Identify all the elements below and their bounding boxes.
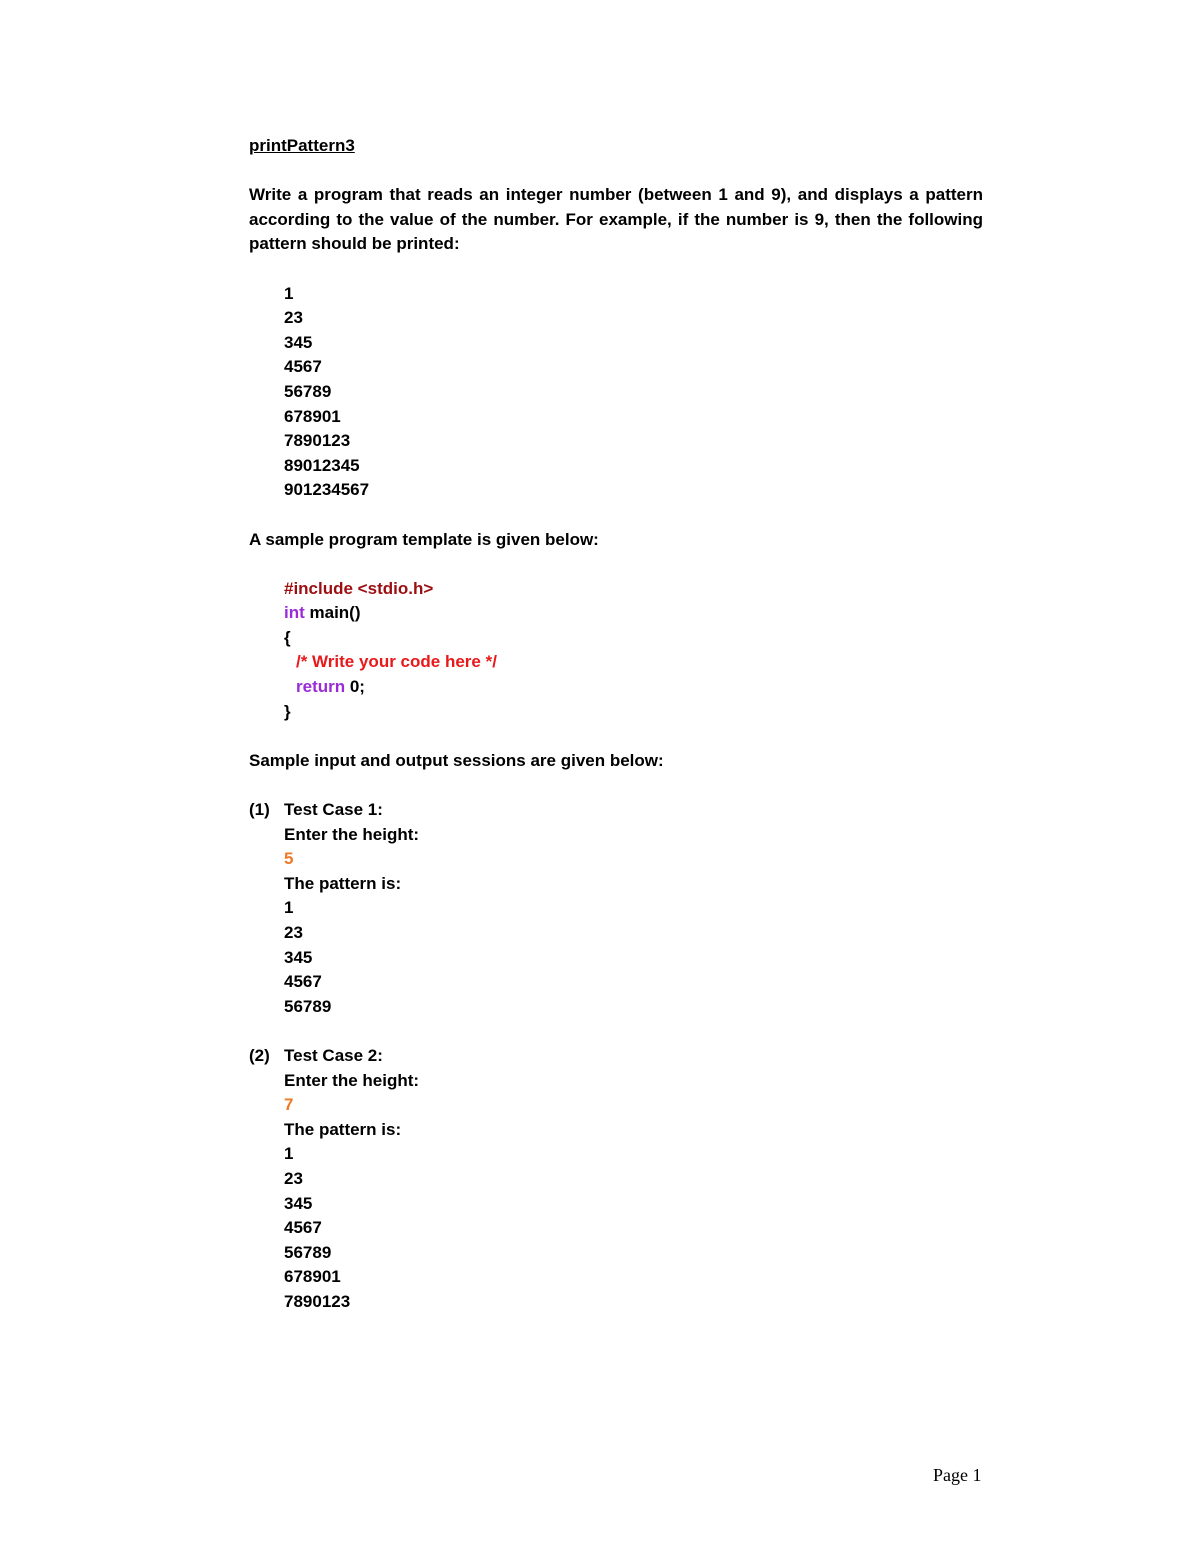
output-line: 56789 [284, 1242, 332, 1262]
output-line: 56789 [284, 996, 332, 1016]
output-line: 4567 [284, 1218, 322, 1238]
template-intro: A sample program template is given below: [249, 529, 599, 549]
problem-title: printPattern3 [249, 136, 355, 155]
output-line: 1 [284, 1144, 294, 1164]
output-line: 23 [284, 1168, 303, 1188]
code-comment-line: /* Write your code here */ [296, 652, 497, 672]
code-main-signature: main() [304, 603, 361, 623]
pattern-line: 901234567 [284, 480, 370, 500]
test-case-1 [249, 798, 983, 1019]
test-case-label: Test Case 2: [284, 1045, 383, 1065]
pattern-line: 23 [284, 308, 303, 328]
output-line: 1 [284, 898, 294, 918]
output-line: 345 [284, 1193, 313, 1213]
pattern-line: 4567 [284, 357, 322, 377]
test-case-number: (2) [249, 1045, 270, 1065]
code-close-brace: } [284, 701, 291, 721]
test-case-body [284, 1044, 983, 1315]
pattern-line: 1 [284, 283, 294, 303]
code-return-keyword: return [296, 677, 346, 697]
document-content [249, 134, 983, 1315]
output-line: 23 [284, 923, 303, 942]
output-line: 345 [284, 947, 313, 967]
page-number: Page 1 [933, 1465, 982, 1485]
code-include-line: #include <stdio.h> [284, 578, 434, 598]
test-case-2 [249, 1044, 983, 1315]
code-int-keyword: int [284, 603, 305, 623]
test-case-input: 5 [284, 849, 294, 869]
code-return-value: 0; [345, 677, 365, 697]
pattern-line: 7890123 [284, 431, 351, 451]
problem-description: Write a program that reads an integer number (between 1 and 9), and displays a pattern according to the value of the number. For example, if the number is 9, then the following pattern should be printed: [249, 185, 983, 254]
test-case-input: 7 [284, 1095, 294, 1115]
pattern-line: 345 [284, 332, 313, 352]
sessions-intro: Sample input and output sessions are given below: [249, 750, 664, 770]
test-case-result-label: The pattern is: [284, 873, 402, 893]
code-return-line [284, 675, 983, 700]
code-main-line [284, 601, 983, 626]
test-case-prompt: Enter the height: [284, 824, 420, 844]
test-case-prompt: Enter the height: [284, 1070, 420, 1090]
pattern-line: 56789 [284, 381, 332, 401]
code-template [284, 577, 983, 725]
test-case-number: (1) [249, 800, 270, 820]
output-line: 4567 [284, 972, 322, 992]
pattern-line: 89012345 [284, 455, 360, 475]
pattern-line: 678901 [284, 406, 341, 426]
test-case-label: Test Case 1: [284, 800, 383, 820]
code-open-brace: { [284, 627, 291, 647]
output-line: 7890123 [284, 1291, 351, 1311]
test-case-body [284, 798, 983, 1019]
test-case-result-label: The pattern is: [284, 1119, 402, 1139]
example-pattern [284, 282, 983, 503]
output-line: 678901 [284, 1267, 341, 1287]
